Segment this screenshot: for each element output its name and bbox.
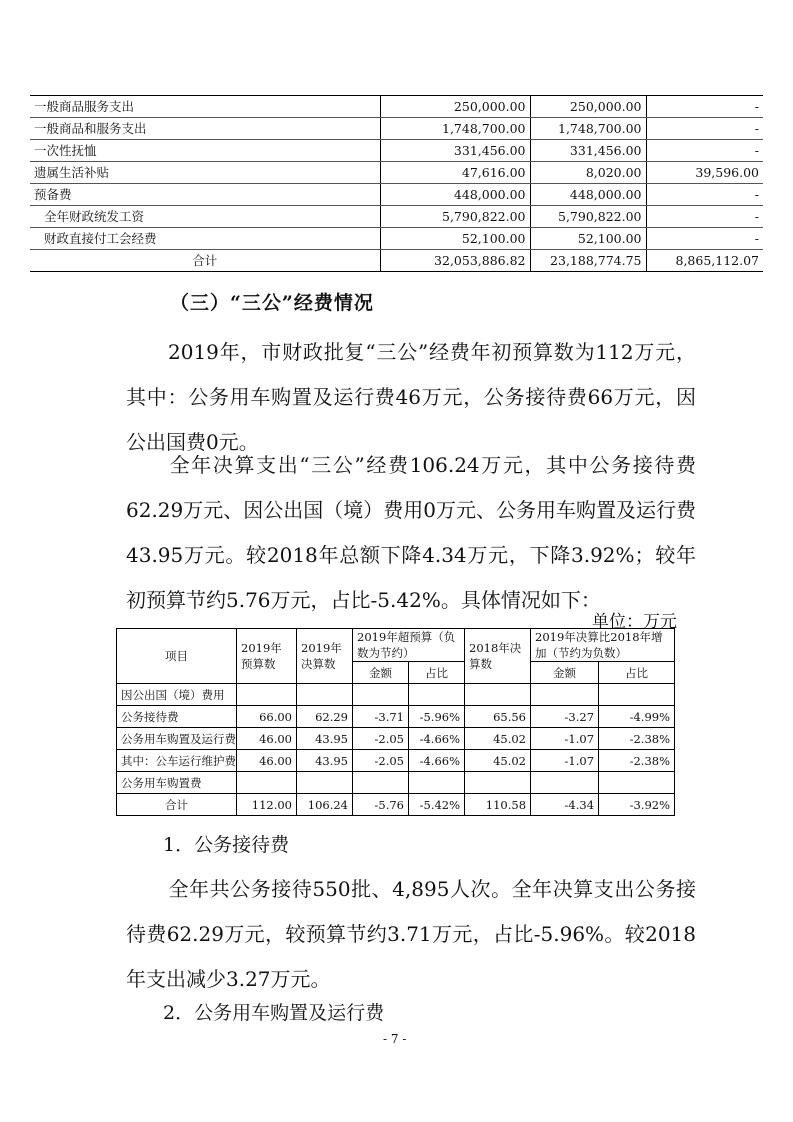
cell-a2019: 62.29 [297,706,353,728]
table-row [30,162,763,184]
row-label: 一次性抚恤 [30,140,380,162]
section-heading: （三）“三公”经费情况 [170,292,374,314]
cell-a2018 [465,684,531,706]
row-project: - [646,118,763,140]
subheading-vehicle: 2．公务用车购置及运行费 [163,1002,385,1024]
cell-diff-amt [531,772,599,794]
cell-item: 合计 [117,794,237,816]
cell-diff-amt: -1.07 [531,750,599,772]
row-label: 财政直接付工会经费 [30,228,380,250]
header-diff-ratio: 占比 [599,662,675,684]
table-row [30,206,763,228]
total-basic: 23,188,774.75 [530,250,646,272]
cell-over-pct: -5.42% [409,794,465,816]
total-total: 32,053,886.82 [380,250,530,272]
header-over-budget: 2019年超预算（负数为节约） [353,629,465,662]
row-project: - [646,206,763,228]
table-row [30,118,763,140]
cell-item: 其中：公车运行维护费 [117,750,237,772]
header-budget-2019: 2019年预算数 [237,629,297,684]
cell-a2018 [465,772,531,794]
cell-over-amt [353,772,409,794]
row-total: 331,456.00 [380,140,530,162]
cell-diff-pct: -2.38% [599,750,675,772]
cell-over-pct [409,772,465,794]
expenditure-table-body [30,96,763,272]
cell-a2018: 45.02 [465,750,531,772]
cell-diff-amt: -1.07 [531,728,599,750]
cell-over-pct: -4.66% [409,750,465,772]
cell-over-amt [353,684,409,706]
row-total: 52,100.00 [380,228,530,250]
cell-item: 因公出国（境）费用 [117,684,237,706]
cell-diff-pct: -3.92% [599,794,675,816]
cell-b2019 [237,684,297,706]
three-public-table-body [117,629,675,816]
cell-diff-pct [599,684,675,706]
row-basic: 52,100.00 [530,228,646,250]
cell-diff-amt: -3.27 [531,706,599,728]
subheading-reception: 1．公务接待费 [163,834,290,856]
cell-a2019 [297,772,353,794]
cell-over-amt: -2.05 [353,728,409,750]
paragraph-actual [126,443,696,623]
cell-over-pct [409,684,465,706]
cell-item: 公务用车购置费 [117,772,237,794]
row-label: 一般商品服务支出 [30,96,380,118]
row-label: 遗属生活补贴 [30,162,380,184]
cell-a2018: 45.02 [465,728,531,750]
row-basic: 8,020.00 [530,162,646,184]
cell-a2019: 43.95 [297,750,353,772]
cell-b2019: 112.00 [237,794,297,816]
cell-b2019 [237,772,297,794]
cell-item: 公务接待费 [117,706,237,728]
row-project: - [646,184,763,206]
row-basic: 250,000.00 [530,96,646,118]
cell-b2019: 66.00 [237,706,297,728]
header-item: 项目 [117,629,237,684]
paragraph-budget-text: 2019年，市财政批复“三公”经费年初预算数为112万元，其中：公务用车购置及运行费46万元，公务接待费66万元，因公出国费0元。 [126,340,696,454]
cell-b2019: 46.00 [237,728,297,750]
three-public-table [116,628,675,816]
cell-a2019: 43.95 [297,728,353,750]
cell-over-amt: -2.05 [353,750,409,772]
unit-label: 单位：万元 [592,612,677,632]
cell-b2019: 46.00 [237,750,297,772]
row-basic: 331,456.00 [530,140,646,162]
table-header-row [117,629,675,662]
header-actual-2018: 2018年决算数 [465,629,531,684]
row-basic: 1,748,700.00 [530,118,646,140]
cell-diff-amt [531,684,599,706]
table-row [117,728,675,750]
row-total: 47,616.00 [380,162,530,184]
paragraph-actual-text: 全年决算支出“三公”经费106.24万元，其中公务接待费62.29万元、因公出国（境）费用0万元、公务用车购置及运行费43.95万元。较2018年总额下降4.34万元，下降3.92%；较年初预算节约5.76万元，占比-5.42%。具体情况如下： [126,453,696,612]
table-row [30,228,763,250]
row-project: - [646,140,763,162]
table-total-row [117,794,675,816]
header-vs-2018: 2019年决算比2018年增加（节约为负数） [531,629,675,662]
table-row [117,750,675,772]
row-total: 250,000.00 [380,96,530,118]
cell-over-pct: -4.66% [409,728,465,750]
row-project: - [646,228,763,250]
table-row [117,684,675,706]
table-row [117,772,675,794]
cell-a2018: 65.56 [465,706,531,728]
row-total: 1,748,700.00 [380,118,530,140]
table-row [117,706,675,728]
row-project: 39,596.00 [646,162,763,184]
table-row [30,96,763,118]
row-label: 预备费 [30,184,380,206]
row-total: 5,790,822.00 [380,206,530,228]
page-number: - 7 - [383,1032,407,1046]
cell-item: 公务用车购置及运行费 [117,728,237,750]
total-project: 8,865,112.07 [646,250,763,272]
total-label: 合计 [30,250,380,272]
row-basic: 448,000.00 [530,184,646,206]
cell-a2019: 106.24 [297,794,353,816]
cell-over-amt: -3.71 [353,706,409,728]
row-basic: 5,790,822.00 [530,206,646,228]
row-project: - [646,96,763,118]
expenditure-table [30,95,763,272]
paragraph-reception [126,867,696,1002]
header-diff-amount: 金额 [531,662,599,684]
cell-diff-amt: -4.34 [531,794,599,816]
paragraph-reception-text: 全年共公务接待550批、4,895人次。全年决算支出公务接待费62.29万元，较预算节约3.71万元，占比-5.96%。较2018年支出减少3.27万元。 [126,877,696,991]
cell-over-amt: -5.76 [353,794,409,816]
cell-a2018: 110.58 [465,794,531,816]
table-row [30,140,763,162]
row-label: 全年财政统发工资 [30,206,380,228]
cell-over-pct: -5.96% [409,706,465,728]
cell-diff-pct [599,772,675,794]
header-over-amount: 金额 [353,662,409,684]
row-total: 448,000.00 [380,184,530,206]
header-actual-2019: 2019年决算数 [297,629,353,684]
cell-a2019 [297,684,353,706]
cell-diff-pct: -2.38% [599,728,675,750]
header-over-ratio: 占比 [409,662,465,684]
cell-diff-pct: -4.99% [599,706,675,728]
table-total-row [30,250,763,272]
row-label: 一般商品和服务支出 [30,118,380,140]
table-row [30,184,763,206]
